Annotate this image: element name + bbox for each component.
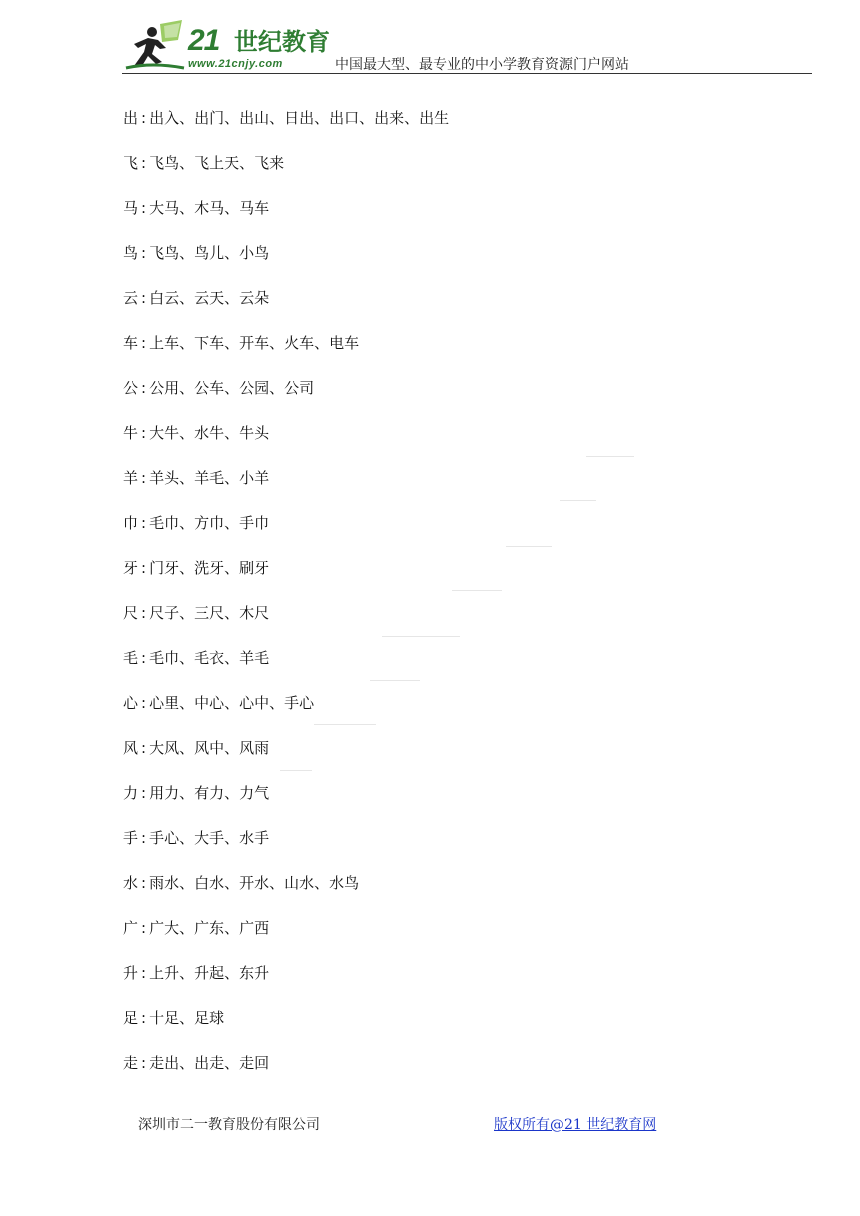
entry-separator: : [141, 514, 147, 532]
word-entry [123, 917, 743, 962]
word-entry [123, 422, 743, 467]
word-entry [123, 332, 743, 377]
copyright-link[interactable]: 版权所有@21 世纪教育网 [494, 1117, 657, 1133]
entry-words: 大牛、水牛、牛头 [149, 424, 270, 442]
entry-separator: : [141, 784, 147, 802]
word-entry [123, 242, 743, 287]
entry-character: 广 [123, 919, 139, 937]
word-entry [123, 197, 743, 242]
entry-words: 用力、有力、力气 [149, 784, 270, 802]
entry-words: 大风、风中、风雨 [149, 739, 270, 757]
entry-separator: : [141, 964, 147, 982]
entry-separator: : [141, 649, 147, 667]
entry-words: 飞鸟、鸟儿、小鸟 [149, 244, 270, 262]
entry-words: 白云、云天、云朵 [149, 289, 270, 307]
word-entry [123, 152, 743, 197]
entry-separator: : [141, 469, 147, 487]
faint-mark [370, 680, 420, 681]
word-list [123, 107, 743, 1097]
logo-url: www.21cnjy.com [188, 58, 283, 70]
entry-separator: : [141, 919, 147, 937]
entry-character: 车 [123, 334, 139, 352]
faint-mark [314, 724, 376, 725]
entry-separator: : [141, 1054, 147, 1072]
entry-separator: : [141, 334, 147, 352]
entry-character: 力 [123, 784, 139, 802]
entry-separator: : [141, 739, 147, 757]
word-entry [123, 737, 743, 782]
word-entry [123, 962, 743, 1007]
runner-logo-icon [122, 18, 188, 74]
word-entry [123, 1052, 743, 1097]
entry-words: 公用、公车、公园、公司 [149, 379, 315, 397]
entry-character: 心 [123, 694, 139, 712]
entry-words: 门牙、洗牙、刷牙 [149, 559, 270, 577]
entry-words: 上车、下车、开车、火车、电车 [149, 334, 360, 352]
logo-text: 世纪教育 [234, 28, 330, 56]
entry-character: 出 [123, 109, 139, 127]
entry-character: 风 [123, 739, 139, 757]
word-entry [123, 557, 743, 602]
entry-separator: : [141, 109, 147, 127]
entry-separator: : [141, 874, 147, 892]
word-entry [123, 287, 743, 332]
site-tagline: 中国最大型、最专业的中小学教育资源门户网站 [335, 57, 629, 73]
entry-separator: : [141, 154, 147, 172]
word-entry [123, 1007, 743, 1052]
logo-number: 21 [188, 24, 220, 57]
entry-words: 广大、广东、广西 [149, 919, 270, 937]
entry-words: 上升、升起、东升 [149, 964, 270, 982]
entry-words: 手心、大手、水手 [149, 829, 270, 847]
entry-character: 走 [123, 1054, 139, 1072]
entry-character: 手 [123, 829, 139, 847]
header-divider [122, 73, 812, 74]
faint-mark [586, 456, 634, 457]
word-entry [123, 467, 743, 512]
faint-mark [452, 590, 502, 591]
entry-character: 飞 [123, 154, 139, 172]
entry-character: 升 [123, 964, 139, 982]
entry-character: 鸟 [123, 244, 139, 262]
faint-mark [382, 636, 460, 637]
word-entry [123, 692, 743, 737]
entry-character: 水 [123, 874, 139, 892]
entry-character: 尺 [123, 604, 139, 622]
entry-separator: : [141, 694, 147, 712]
word-entry [123, 602, 743, 647]
entry-words: 大马、木马、马车 [149, 199, 270, 217]
entry-words: 雨水、白水、开水、山水、水鸟 [149, 874, 360, 892]
entry-character: 牛 [123, 424, 139, 442]
word-entry [123, 872, 743, 917]
page-header [122, 18, 812, 76]
entry-words: 十足、足球 [149, 1009, 225, 1027]
entry-character: 毛 [123, 649, 139, 667]
word-entry [123, 107, 743, 152]
entry-separator: : [141, 559, 147, 577]
entry-character: 牙 [123, 559, 139, 577]
entry-character: 马 [123, 199, 139, 217]
word-entry [123, 647, 743, 692]
entry-character: 足 [123, 1009, 139, 1027]
word-entry [123, 377, 743, 422]
entry-character: 云 [123, 289, 139, 307]
entry-words: 走出、出走、走回 [149, 1054, 270, 1072]
entry-separator: : [141, 199, 147, 217]
entry-words: 心里、中心、心中、手心 [149, 694, 315, 712]
entry-separator: : [141, 829, 147, 847]
entry-separator: : [141, 1009, 147, 1027]
word-entry [123, 782, 743, 827]
faint-mark [280, 770, 312, 771]
entry-words: 尺子、三尺、木尺 [149, 604, 270, 622]
word-entry [123, 512, 743, 557]
entry-separator: : [141, 289, 147, 307]
entry-words: 羊头、羊毛、小羊 [149, 469, 270, 487]
entry-words: 出入、出门、出山、日出、出口、出来、出生 [149, 109, 450, 127]
entry-character: 公 [123, 379, 139, 397]
entry-separator: : [141, 604, 147, 622]
faint-mark [506, 546, 552, 547]
entry-character: 羊 [123, 469, 139, 487]
faint-mark [560, 500, 596, 501]
word-entry [123, 827, 743, 872]
entry-separator: : [141, 244, 147, 262]
entry-words: 毛巾、方巾、手巾 [149, 514, 270, 532]
entry-separator: : [141, 424, 147, 442]
site-logo[interactable] [122, 18, 332, 74]
footer-company: 深圳市二一教育股份有限公司 [138, 1117, 320, 1133]
entry-separator: : [141, 379, 147, 397]
entry-words: 毛巾、毛衣、羊毛 [149, 649, 270, 667]
entry-character: 巾 [123, 514, 139, 532]
entry-words: 飞鸟、飞上天、飞来 [149, 154, 285, 172]
